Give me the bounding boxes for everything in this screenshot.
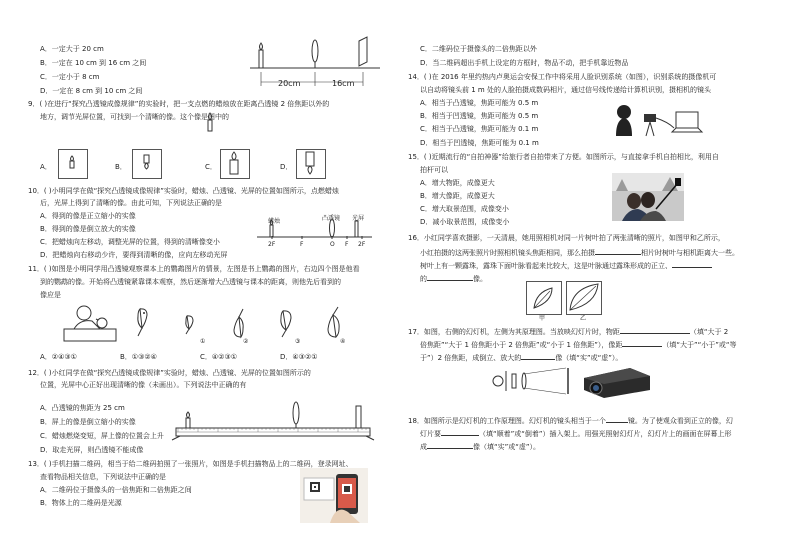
q17-line1-part1: 17．如图，右侧的幻灯机，左侧为其原理图。当放映幻灯片时，物距 <box>408 328 620 336</box>
q18-line3 <box>420 441 540 452</box>
q13-stem-line1: 13．( )手机扫描二维码，相当于给二维码拍照了一张照片，如图是手机扫描物品上的二维码，登录网址、 <box>28 460 353 468</box>
q17-blank-object-distance[interactable] <box>620 326 690 334</box>
q10-option-d: D．把蜡烛向右移动少许，要得到清晰的像，应向左移动光屏 <box>40 251 228 259</box>
q15-selfie-stick-photo <box>612 173 684 221</box>
q16-blank-2[interactable] <box>672 260 712 268</box>
q16-leaf-large-icon <box>568 282 600 312</box>
q18-line2-part2: （填“顺着”或“倒着”）插入架上。用强光照射幻灯片，幻灯片上的画面在屏幕上形 <box>479 430 732 438</box>
q11-fig-number-3: ③ <box>295 338 301 345</box>
q18-line2-part1: 灯片要 <box>420 430 441 438</box>
q9-candle-icon <box>205 112 215 132</box>
q12-optical-bench-figure <box>168 398 378 448</box>
q11-parrot-original-icon <box>132 306 154 338</box>
q10-option-c: C．把蜡烛向左移动，调整光屏的位置，得到的清晰像变小 <box>40 238 220 246</box>
q13-option-d: D．当二维码超出手机上设定的方框时，物品不动，把手机靠近物品 <box>420 59 629 67</box>
q18-line1-part2: 镜。为了使观众看到正立的像，幻 <box>627 417 733 425</box>
q17-blank-image-distance[interactable] <box>622 339 662 347</box>
q11-option-c: C．④②③① <box>200 353 237 361</box>
q10-option-a: A．得到的像是正立缩小的实像 <box>40 212 136 220</box>
q14-stem-line2: 以自动将镜头前 1 m 处的人脸拍摄成数码相片，通过信号线传递给计算机识别，摄相机的镜头 <box>420 86 711 94</box>
q10-screen-caption: 光屏 <box>352 215 365 222</box>
q8-distance-label-20: 20cm <box>278 79 301 88</box>
q13-option-b: B．物体上的二维码是光源 <box>40 499 122 507</box>
q15-stem-line2: 拍杆可以 <box>420 166 448 174</box>
q10-lens-caption: 凸透镜 <box>322 215 341 222</box>
q8-option-d: D．一定在 8 cm 到 10 cm 之间 <box>40 87 143 95</box>
q16-blank-3[interactable] <box>427 273 473 281</box>
q16-line2 <box>420 247 739 258</box>
q8-optical-bench-figure <box>245 36 385 92</box>
q14-stem-line1: 14．( )在 2016 年里约热内卢奥运会安保工作中将采用人脸识别系统（如图），识别系统的摄像机可 <box>408 73 717 81</box>
q9-stem-line1: 9．( )在进行“探究凸透镜成像规律”的实验时，把一支点燃的蜡烛放在距离凸透镜 2 倍焦距以外的 <box>28 100 330 108</box>
q16-caption-yi: 乙 <box>580 315 587 322</box>
q11-option-a: A．②④③① <box>40 353 77 361</box>
q12-stem-line1: 12．( )小红同学在做“探究凸透镜成像规律”实验时，蜡烛、凸透镜、光屏的位置如图所示的 <box>28 369 311 377</box>
q11-student-with-magnifier-figure <box>60 303 120 343</box>
q11-option-d: D．④③②① <box>280 353 318 361</box>
q18-blank-image-nature[interactable] <box>427 441 473 449</box>
q11-stem-line3: 像应是 <box>40 291 61 299</box>
q11-fig-number-1: ① <box>200 338 206 345</box>
q18-line1 <box>408 415 733 426</box>
q10-tick-f-right: F <box>345 241 349 248</box>
q12-option-d: D．取走光屏，则凸透镜不能成像 <box>40 446 144 454</box>
q10-option-b: B．得到的像是倒立放大的实像 <box>40 225 136 233</box>
q18-line3-part2: 像（填“实”或“虚”）。 <box>473 443 541 451</box>
q11-stem-line2: 到的鹦鹉的像。开始将凸透镜紧靠课本观察，然后逐渐增大凸透镜与课本的距离，则他先后看到的 <box>40 278 341 286</box>
q14-option-d: D．相当于凹透镜，焦距可能为 0.1 m <box>420 139 539 147</box>
q16-line3 <box>420 260 712 271</box>
q15-option-a: A．增大物距，成像更大 <box>420 179 495 187</box>
q10-tick-f-left: F <box>300 241 304 248</box>
q15-stem-line1: 15．( )近期流行的“自拍神器”给旅行者自拍带来了方便。如图所示，与直接拿手机自拍相比，利用自 <box>408 153 719 161</box>
q12-option-b: B．屏上的像是倒立缩小的实像 <box>40 418 136 426</box>
q10-stem-line1: 10．( )小明同学在做“探究凸透镜成像规律”实验时，蜡烛、凸透镜、光屏的位置如图所示，点燃蜡烛 <box>28 187 339 195</box>
q9-option-d: D． <box>280 163 293 171</box>
q13-stem-line2: 查看物品相关信息，下列说法中正确的是 <box>40 473 166 481</box>
q13-phone-scanning-qr-photo <box>300 468 368 523</box>
q12-option-c: C．蜡烛燃烧变短，屏上像的位置会上升 <box>40 432 164 440</box>
q18-line3-part1: 成 <box>420 443 427 451</box>
q9-large-upright-candle-icon <box>227 151 241 175</box>
q9-small-upright-candle-icon <box>68 155 76 169</box>
q17-line2 <box>420 339 736 350</box>
q15-option-c: C．增大取景范围，成像变小 <box>420 205 509 213</box>
q16-line4-part2: 像。 <box>473 275 487 283</box>
q18-blank-lens-type[interactable] <box>606 415 628 423</box>
q16-caption-jia: 甲 <box>539 315 546 322</box>
q17-line1-part2: （填“大于 2 <box>689 328 729 336</box>
q18-blank-slide-orientation[interactable] <box>441 428 479 436</box>
q8-distance-label-16: 16cm <box>332 79 355 88</box>
q17-blank-image-type[interactable] <box>521 352 555 360</box>
q11-parrot-image-3-icon <box>275 308 301 338</box>
q14-option-a: A．相当于凸透镜，焦距可能为 0.5 m <box>420 99 539 107</box>
q12-option-a: A．凸透镜的焦距为 25 cm <box>40 404 125 412</box>
q11-parrot-image-4-icon <box>318 305 346 339</box>
q16-line2-part2: 相片时树叶与相机距离大一些。 <box>641 249 739 257</box>
q10-tick-2f-right: 2F <box>358 241 366 248</box>
q9-option-b: B． <box>115 163 127 171</box>
q14-option-c: C．相当于凸透镜，焦距可能为 0.1 m <box>420 125 539 133</box>
q17-line1 <box>408 326 728 337</box>
q15-option-b: B．增大像距，成像更大 <box>420 192 495 200</box>
q16-line4-part1: 的 <box>420 275 427 283</box>
q11-stem-line1: 11．( )如图是小明同学用凸透镜观察课本上的鹦鹉图片的情景，左图是书上鹦鹉的图片，右边四个图是他看 <box>28 265 360 273</box>
q10-tick-2f-left: 2F <box>268 241 276 248</box>
q16-line2-part1: 小红拍摄的这两张照片时照相机镜头焦距相同，那么拍摄 <box>420 249 595 257</box>
q11-fig-number-4: ④ <box>340 338 346 345</box>
q8-option-a: A．一定大于 20 cm <box>40 45 104 53</box>
q16-line1: 16．小红同学喜欢摄影，一天清晨，她用照相机对同一片树叶拍了两张清晰的照片，如图甲和乙所示， <box>408 234 725 242</box>
q13-option-c: C．二维码位于摄像头的二倍焦距以外 <box>420 45 537 53</box>
q16-blank-1[interactable] <box>595 247 641 255</box>
q10-tick-o: O <box>330 241 335 248</box>
q12-stem-line2: 位置，光屏中心正好出现清晰的像（未画出）。下列说法中正确的有 <box>40 381 247 389</box>
q16-line4 <box>420 273 487 284</box>
q14-face-recognition-figure <box>610 100 710 138</box>
q8-option-c: C．一定小于 8 cm <box>40 73 100 81</box>
q18-line1-part1: 18．如图所示是幻灯机的工作原理图。幻灯机的镜头相当于一个 <box>408 417 606 425</box>
q17-projector-principle-diagram <box>490 366 572 396</box>
q11-fig-number-2: ② <box>243 338 249 345</box>
q16-leaf-small-icon <box>530 284 558 312</box>
q9-inverted-candle-icon <box>142 154 152 170</box>
q9-option-c: C． <box>205 163 217 171</box>
q17-projector-photo <box>578 360 654 400</box>
q9-large-inverted-candle-icon <box>303 151 317 175</box>
q17-line3-part2: 像（填“实”或“虚”）。 <box>555 354 623 362</box>
q17-line2-part2: （填“大于”“小于”或“等 <box>662 341 737 349</box>
q13-option-a: A．二维码位于摄像头的一倍焦距和二倍焦距之间 <box>40 486 192 494</box>
q9-stem-line2: 地方，调节光屏位置，可找到一个清晰的像。这个像是图中的 <box>40 113 229 121</box>
q11-option-b: B．①③②④ <box>120 353 157 361</box>
q9-option-a: A． <box>40 163 52 171</box>
q18-line2 <box>420 428 732 439</box>
q15-option-d: D．减小取景范围，成像变小 <box>420 218 510 226</box>
q11-parrot-image-1-icon <box>182 314 198 336</box>
q17-line3-part1: 于”）2 倍焦距，成倒立、放大的 <box>420 354 522 362</box>
q17-line2-part1: 倍焦距”“大于 1 倍焦距小于 2 倍焦距”或“小于 1 倍焦距”），像距 <box>420 341 623 349</box>
q10-stem-line2: 后，光屏上得到了清晰的像。由此可知，下列说法正确的是 <box>40 199 222 207</box>
q14-option-b: B．相当于凹透镜，焦距可能为 0.5 m <box>420 112 539 120</box>
q16-line3-text: 树叶上有一颗露珠，露珠下面叶脉看起来比较大，这是叶脉通过露珠形成的正立、 <box>420 262 672 270</box>
q11-parrot-image-2-icon <box>225 307 249 339</box>
q8-option-b: B．一定在 10 cm 到 16 cm 之间 <box>40 59 147 67</box>
q10-candle-caption: 蜡烛 <box>268 218 281 225</box>
